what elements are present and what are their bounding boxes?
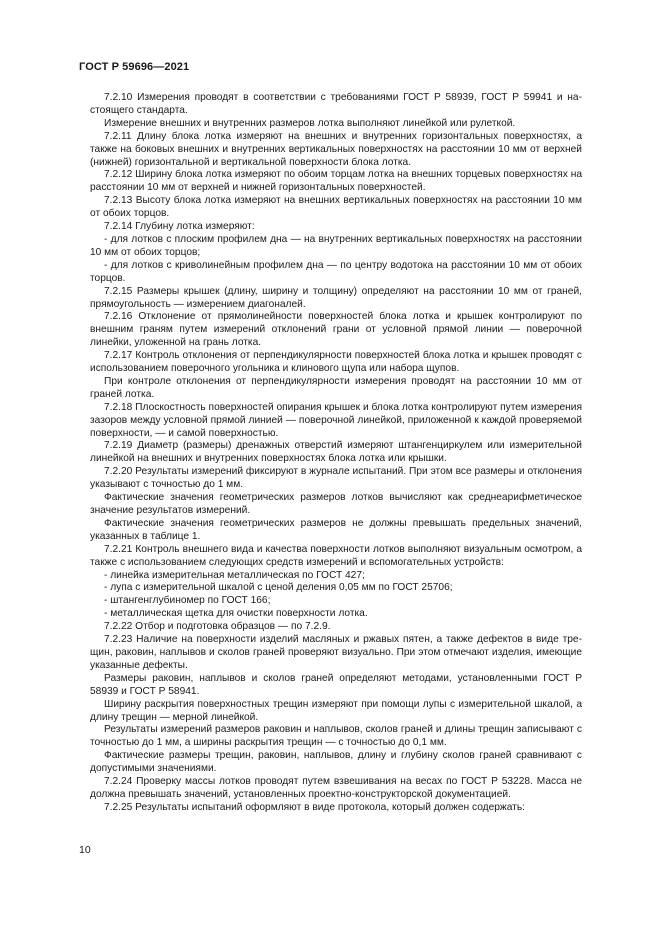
paragraph: 7.2.11 Длину блока лотка измеряют на внешних и внутренних горизонтальных поверхностях, а также на боковых внешних и внутренних вертикальных поверхностях на расстоянии 10 мм от верхней (нижней) горизонтальной и вертикальной поверхности блока лотка. <box>90 130 582 168</box>
paragraph: 7.2.24 Проверку массы лотков проводят путем взвешивания на весах по ГОСТ Р 53228. Масса не должна превышать значений, установленных проектно-конструкторской документацией. <box>90 776 582 800</box>
standard-header: ГОСТ Р 59696—2021 <box>79 61 190 73</box>
paragraph: 7.2.14 Глубину лотка измеряют: <box>104 221 255 233</box>
list-item: - штангенглубиномер по ГОСТ 166; <box>104 595 271 607</box>
paragraph: 7.2.15 Размеры крышек (длину, ширину и толщину) определяют на расстоянии 10 мм от граней, прямоугольность — измерением диагоналей. <box>90 285 582 310</box>
list-item: - для лотков с плоским профилем дна — на внутренних вертикальных поверхностях на расстоянии 10 мм от обоих торцов; <box>90 233 582 258</box>
paragraph: 7.2.22 Отбор и подготовка образцов — по 7.2.9. <box>104 621 331 633</box>
paragraph: 7.2.10 Измерения проводят в соответствии с требованиями ГОСТ Р 58939, ГОСТ Р 59941 и настоящего стандарта. <box>90 92 582 116</box>
paragraph: 7.2.21 Контроль внешнего вида и качества поверхности лотков выполняют визуальным осмотром, а также с использованием следующих средств измерений и вспомогательных устройств: <box>90 543 582 568</box>
paragraph: Ширину раскрытия поверхностных трещин измеряют при помощи лупы с измерительной шкалой, а длину трещин — мерной линейкой. <box>90 698 582 723</box>
paragraph: 7.2.23 Наличие на поверхности изделий масляных и ржавых пятен, а также дефектов в виде трещин, раковин, наплывов и сколов граней проверяют визуально. При этом отмечают изделия, имеющие указанные дефекты. <box>90 634 582 671</box>
list-item: - лупа с измерительной шкалой с ценой деления 0,05 мм по ГОСТ 25706; <box>104 582 453 594</box>
paragraph: Фактические значения геометрических размеров лотков вычисляют как среднеарифметическое значение результатов измерений. <box>90 492 582 516</box>
paragraph: При контроле отклонения от перпендикулярности измерения проводят на расстоянии 10 мм от граней лотка. <box>90 375 582 400</box>
paragraph: 7.2.20 Результаты измерений фиксируют в журнале испытаний. При этом все размеры и отклонения указывают с точностью до 1 мм. <box>90 466 582 491</box>
paragraph: 7.2.25 Результаты испытаний оформляют в виде протокола, который должен содержать: <box>104 801 525 813</box>
paragraph: Фактические значения геометрических размеров не должны превышать предельных значений, указанных в таблице 1. <box>90 517 582 542</box>
list-item: - металлическая щетка для очистки поверхности лотка. <box>104 608 368 620</box>
list-item: - для лотков с криволинейным профилем дна — по центру водотока на расстоянии 10 мм от обоих торцов. <box>90 259 582 284</box>
paragraph: 7.2.19 Диаметр (размеры) дренажных отверстий измеряют штангенциркулем или измерительной линейкой на внешних и внутренних поверхностях блока лотка или крышки. <box>90 440 582 465</box>
paragraph: Результаты измерений размеров раковин и наплывов, сколов граней и длины трещин записывают с точностью до 1 мм, а ширины раскрытия трещин — с точностью до 0,1 мм. <box>90 724 582 749</box>
paragraph: 7.2.17 Контроль отклонения от перпендикулярности поверхностей блока лотка и крышек проводят с использованием поверочного угольника и клинового щупа или набора щупов. <box>90 350 582 375</box>
paragraph: Размеры раковин, наплывов и сколов граней определяют методами, установленными ГОСТ Р 58939 и ГОСТ Р 58941. <box>90 672 582 697</box>
page-number: 10 <box>79 844 91 856</box>
paragraph: Фактические размеры трещин, раковин, наплывов, длину и глубину сколов граней сравнивают с допустимыми значениями. <box>90 750 582 775</box>
paragraph: 7.2.18 Плоскостность поверхностей опирания крышек и блока лотка контролируют путем измерения зазоров между условной прямой линией — поверочной линейкой, приложенной к каждой проверяемой поверхности, — и самой поверхностью. <box>90 401 582 439</box>
paragraph: 7.2.16 Отклонение от прямолинейности поверхностей блока лотка и крышек контролируют по внешним граням путем измерений отклонений грани от условной прямой линии — поверочной линейки, уложенной на грань лотка. <box>90 311 582 349</box>
document-body <box>90 92 582 815</box>
paragraph: Измерение внешних и внутренних размеров лотка выполняют линейкой или рулеткой. <box>104 117 516 129</box>
paragraph: 7.2.13 Высоту блока лотка измеряют на внешних вертикальных поверхностях на расстоянии 10 мм от обоих торцов. <box>90 195 582 220</box>
list-item: - линейка измерительная металлическая по ГОСТ 427; <box>104 569 365 581</box>
paragraph: 7.2.12 Ширину блока лотка измеряют по обоим торцам лотка на внешних торцевых поверхностях на расстоянии 10 мм от верхней и нижней горизонтальных поверхностей. <box>90 169 582 194</box>
